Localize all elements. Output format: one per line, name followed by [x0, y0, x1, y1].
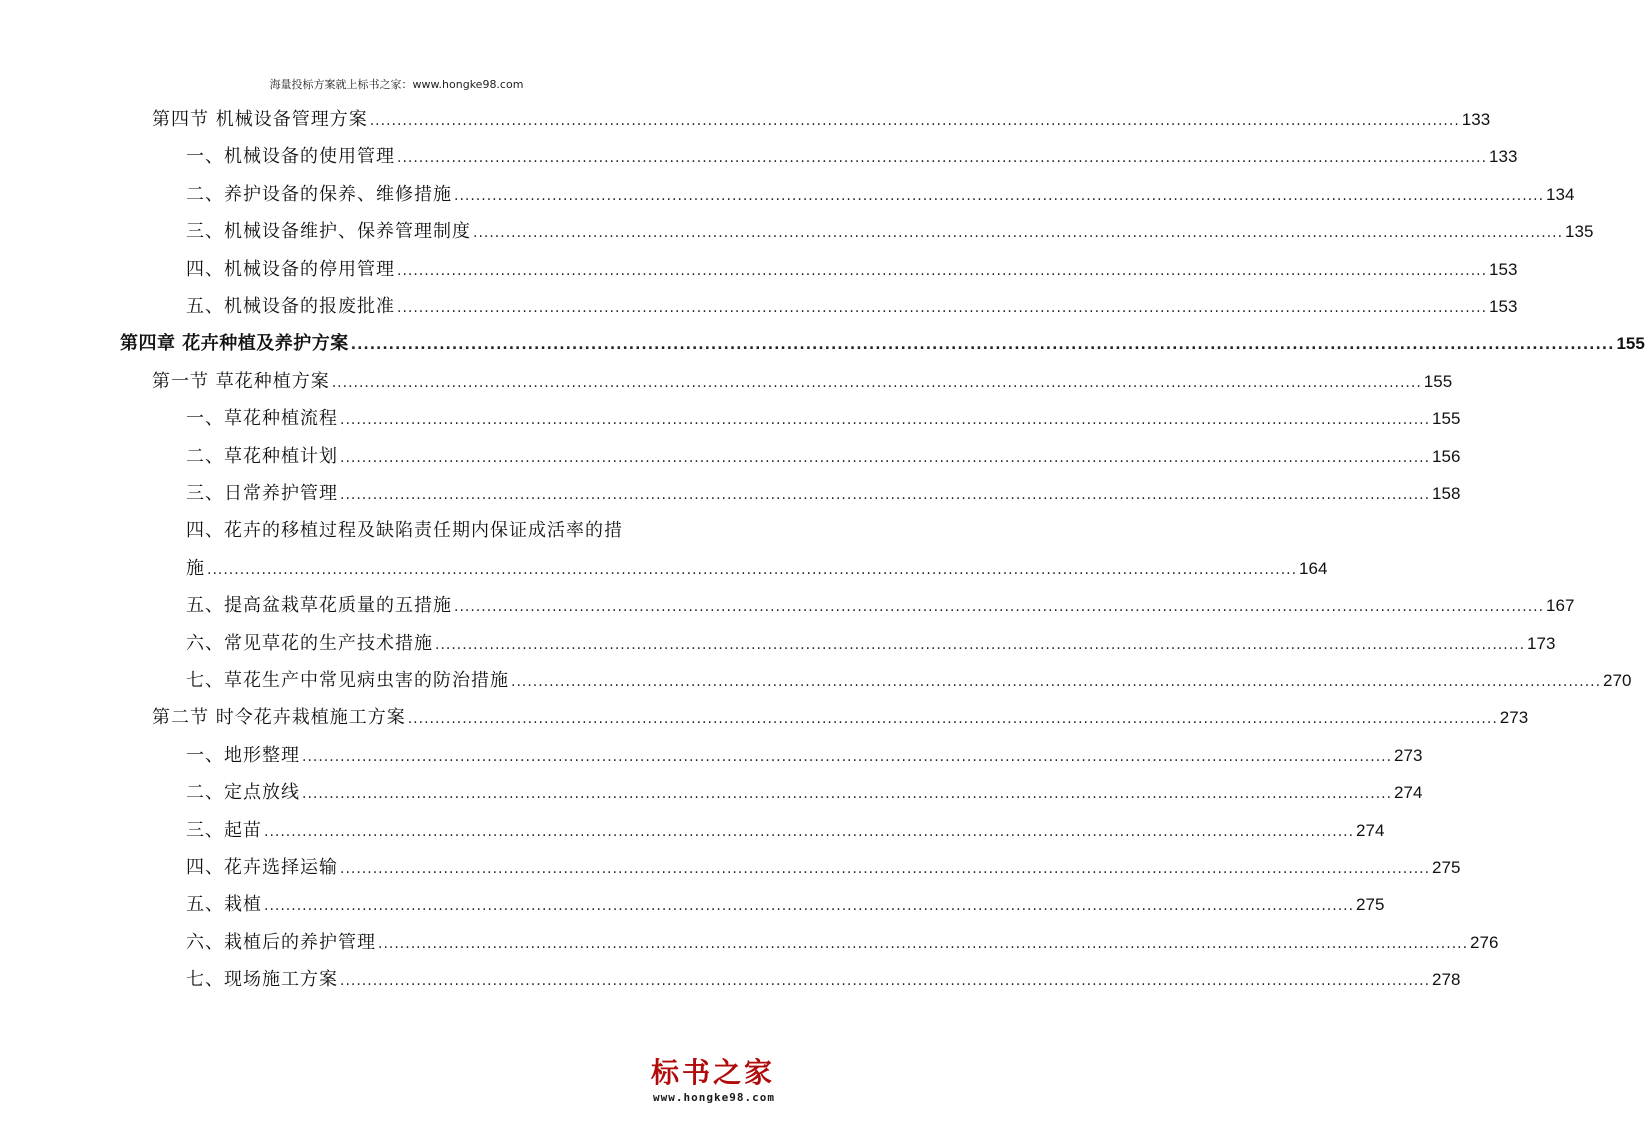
toc-item-entry[interactable] [186, 289, 1518, 325]
toc-entry-title: 四、花卉的移植过程及缺陷责任期内保证成活率的措 [186, 520, 623, 542]
toc-item-entry[interactable] [186, 513, 673, 549]
toc-page-number: 155 [1432, 409, 1461, 429]
toc-item-entry[interactable] [186, 626, 1556, 662]
toc-dot-leader: ........................................................................................................................................................................................................ [454, 599, 1545, 616]
toc-dot-leader: ........................................................................................................................................................................................................ [340, 861, 1431, 877]
toc-dot-leader: ........................................................................................................................................................................................................ [511, 674, 1602, 690]
toc-dot-leader: ........................................................................................................................................................................................................ [435, 636, 1526, 653]
toc-page-number: 155 [1616, 334, 1645, 354]
toc-entry-title: 三、起苗 [186, 819, 262, 841]
toc-item-entry[interactable] [186, 401, 1461, 437]
toc-dot-leader: ........................................................................................................................................................................................................ [207, 561, 1298, 578]
toc-dot-leader: ........................................................................................................................................................................................................ [473, 225, 1564, 242]
page-header: 海量投标方案就上标书之家：www.hongke98.com [269, 78, 524, 91]
toc-page-number: 276 [1470, 932, 1499, 952]
toc-dot-leader: ........................................................................................................................................................................................................ [454, 187, 1545, 204]
toc-page-number: 274 [1394, 783, 1423, 803]
toc-dot-leader: ........................................................................................................................................................................................................ [407, 711, 1498, 728]
toc-page-number: 275 [1356, 895, 1385, 915]
toc-page-number: 274 [1356, 820, 1385, 840]
toc-page-number: 278 [1432, 970, 1461, 990]
toc-item-entry[interactable] [186, 775, 1423, 811]
toc-entry-title: 五、提高盆栽草花质量的五措施 [186, 595, 452, 617]
toc-page-number: 156 [1432, 446, 1461, 466]
toc-page-number: 270 [1603, 671, 1632, 690]
toc-page-number: 155 [1423, 371, 1453, 391]
brand-logo-name: 标书之家 [650, 1056, 775, 1089]
toc-entry-title: 第一节 草花种植方案 [152, 370, 330, 392]
toc-entry-title: 一、草花种植流程 [186, 408, 338, 430]
toc-page-number: 273 [1394, 745, 1423, 765]
toc-dot-leader: ........................................................................................................................................................................................................ [264, 898, 1355, 915]
toc-item-entry[interactable] [186, 439, 1461, 475]
toc-dot-leader: ........................................................................................................................................................................................................ [350, 337, 1615, 354]
toc-page-number: 164 [1299, 558, 1328, 578]
toc-entry-title: 六、栽植后的养护管理 [186, 931, 376, 953]
toc-entry-title: 六、常见草花的生产技术措施 [186, 632, 433, 654]
toc-item-entry[interactable] [186, 850, 1461, 886]
toc-item-entry[interactable] [186, 925, 1499, 961]
toc-entry-title: 七、现场施工方案 [186, 969, 338, 991]
toc-item-entry[interactable] [186, 476, 1461, 512]
toc-item-entry[interactable] [186, 588, 1575, 624]
toc-page-number: 153 [1489, 259, 1518, 279]
toc-entry-title: 七、草花生产中常见病虫害的防治措施 [186, 670, 509, 691]
toc-dot-leader: ........................................................................................................................................................................................................ [397, 262, 1488, 279]
toc-dot-leader: ........................................................................................................................................................................................................ [397, 300, 1488, 316]
toc-entry-title: 二、草花种植计划 [186, 445, 338, 467]
toc-page-number: 133 [1489, 147, 1518, 167]
toc-entry-title: 第二节 时令花卉栽植施工方案 [152, 707, 406, 729]
toc-entry-title: 第四节 机械设备管理方案 [152, 109, 368, 130]
toc-entry-title: 五、栽植 [186, 894, 262, 916]
toc-entry-title: 三、日常养护管理 [186, 483, 338, 504]
toc-section-entry[interactable] [152, 364, 1453, 400]
brand-logo-url: www.hongke98.com [653, 1091, 775, 1104]
toc-dot-leader: ........................................................................................................................................................................................................ [340, 973, 1431, 990]
toc-page-number: 167 [1546, 596, 1575, 616]
toc-page-number: 273 [1499, 708, 1529, 728]
toc-dot-leader: ........................................................................................................................................................................................................ [331, 374, 1422, 391]
toc-entry-title: 五、机械设备的报废批准 [186, 296, 395, 317]
toc-dot-leader: ........................................................................................................................................................................................................ [369, 113, 1460, 129]
toc-page-number: 275 [1432, 858, 1461, 877]
brand-logo [615, 1051, 775, 1104]
toc-page-number: 153 [1489, 297, 1518, 316]
toc-entry-title: 一、地形整理 [186, 744, 300, 766]
toc-item-entry[interactable] [186, 214, 1594, 250]
toc-entry-title: 四、机械设备的停用管理 [186, 258, 395, 280]
toc-page-number: 173 [1527, 633, 1556, 653]
toc-entry-title: 施 [186, 557, 205, 579]
toc-item-entry[interactable] [186, 663, 1632, 699]
toc-page-number: 135 [1565, 222, 1594, 242]
toc-page-number: 133 [1461, 110, 1491, 129]
toc-entry-title: 二、定点放线 [186, 782, 300, 804]
toc-dot-leader: ........................................................................................................................................................................................................ [340, 412, 1431, 429]
toc-item-entry[interactable] [186, 813, 1385, 849]
toc-entry-title: 二、养护设备的保养、维修措施 [186, 183, 452, 205]
toc-item-entry[interactable] [186, 252, 1518, 288]
toc-item-entry[interactable] [186, 738, 1423, 774]
toc-dot-leader: ........................................................................................................................................................................................................ [302, 786, 1393, 803]
toc-item-entry[interactable] [186, 887, 1385, 923]
toc-section-entry[interactable] [152, 102, 1491, 138]
toc-entry-title: 第四章 花卉种植及养护方案 [120, 333, 349, 355]
toc-dot-leader: ........................................................................................................................................................................................................ [302, 748, 1393, 765]
toc-item-entry[interactable] [186, 139, 1518, 175]
toc-entry-title: 四、花卉选择运输 [186, 857, 338, 878]
toc-entry-title: 一、机械设备的使用管理 [186, 146, 395, 168]
toc-dot-leader: ........................................................................................................................................................................................................ [397, 150, 1488, 167]
toc-page-number: 158 [1432, 484, 1461, 503]
toc-dot-leader: ........................................................................................................................................................................................................ [378, 935, 1469, 952]
toc-dot-leader: ........................................................................................................................................................................................................ [340, 449, 1431, 466]
toc-page-number: 134 [1546, 184, 1575, 204]
toc-entry-title: 三、机械设备维护、保养管理制度 [186, 221, 471, 243]
toc-item-entry[interactable] [186, 177, 1575, 213]
toc-item-entry[interactable] [186, 551, 1328, 587]
toc-dot-leader: ........................................................................................................................................................................................................ [264, 823, 1355, 840]
toc-item-entry[interactable] [186, 962, 1461, 998]
toc-dot-leader: ........................................................................................................................................................................................................ [340, 487, 1431, 503]
toc-section-entry[interactable] [152, 700, 1529, 736]
toc-chapter-entry[interactable] [120, 326, 1645, 362]
